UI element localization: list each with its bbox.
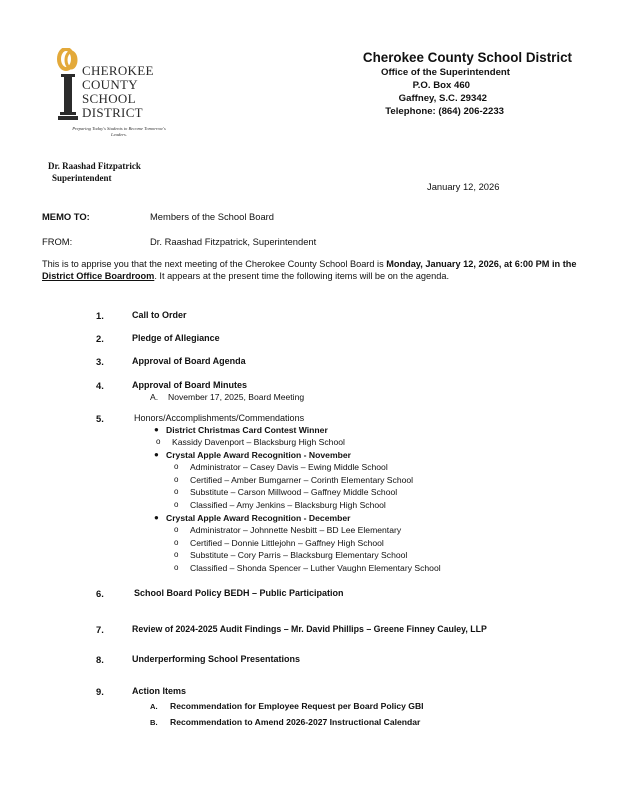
superintendent-name: Dr. Raashad Fitzpatrick — [48, 161, 141, 171]
item-7-number: 7. — [96, 624, 104, 635]
intro-text-2: . It appears at the present time the following items will be on the agenda. — [154, 270, 449, 281]
circle-bullet-icon: o — [174, 475, 179, 484]
bullet-icon: ● — [154, 450, 159, 459]
group-3-item-3: Substitute – Cory Parris – Blacksburg Elementary School — [190, 550, 408, 560]
circle-bullet-icon: o — [174, 550, 179, 559]
intro-text-1: This is to apprise you that the next meeting of the Cherokee County School Board is — [42, 259, 387, 269]
item-4-sub-text: November 17, 2025, Board Meeting — [168, 392, 305, 402]
logo-text-line4: DISTRICT — [82, 105, 143, 120]
circle-bullet-icon: o — [174, 525, 179, 534]
item-7-title: Review of 2024-2025 Audit Findings – Mr. David Phillips – Greene Finney Cauley, LLP — [132, 624, 487, 634]
circle-bullet-icon: o — [174, 563, 179, 572]
item-8-number: 8. — [96, 654, 104, 665]
item-9-a-label: A. — [150, 702, 158, 711]
item-9-b-text: Recommendation to Amend 2026-2027 Instructional Calendar — [170, 717, 421, 727]
item-1-title: Call to Order — [132, 310, 187, 320]
item-3-number: 3. — [96, 356, 104, 367]
item-9-b-label: B. — [150, 718, 158, 727]
superintendent-role: Superintendent — [52, 173, 112, 183]
memo-to-value: Members of the School Board — [150, 211, 275, 222]
group-2-item-3: Substitute – Carson Millwood – Gaffney Middle School — [190, 487, 398, 497]
circle-bullet-icon: o — [174, 538, 179, 547]
circle-bullet-icon: o — [156, 437, 161, 446]
memo-to-label: MEMO TO: — [42, 211, 90, 222]
item-2-title: Pledge of Allegiance — [132, 333, 220, 343]
torch-logo-icon — [52, 48, 84, 126]
logo-text-line1: CHEROKEE — [82, 63, 154, 78]
city-line: Gaffney, S.C. 29342 — [398, 93, 487, 104]
item-9-a-text: Recommendation for Employee Request per Board Policy GBI — [170, 701, 424, 711]
group-2-title: Crystal Apple Award Recognition - November — [166, 450, 351, 460]
item-4-sub-label: A. — [150, 392, 159, 402]
item-2-number: 2. — [96, 333, 104, 344]
logo-text-line3: SCHOOL — [82, 91, 136, 106]
item-6-number: 6. — [96, 588, 104, 599]
item-4-title: Approval of Board Minutes — [132, 380, 248, 390]
district-logo — [52, 48, 172, 146]
bullet-icon: ● — [154, 513, 159, 522]
group-1-item-1: Kassidy Davenport – Blacksburg High School — [172, 437, 345, 447]
logo-text-line2: COUNTY — [82, 77, 138, 92]
circle-bullet-icon: o — [174, 462, 179, 471]
circle-bullet-icon: o — [174, 500, 179, 509]
item-3-title: Approval of Board Agenda — [132, 356, 246, 366]
memo-date: January 12, 2026 — [427, 181, 500, 192]
item-9-title: Action Items — [132, 686, 187, 696]
item-9-number: 9. — [96, 686, 104, 697]
memo-from-label: FROM: — [42, 236, 73, 247]
group-1-title: District Christmas Card Contest Winner — [166, 425, 328, 435]
logo-tagline: Preparing Today's Students to Become Tomorrow's Leaders. — [72, 126, 166, 137]
group-2-item-1: Administrator – Casey Davis – Ewing Middle School — [190, 462, 388, 472]
group-2-item-4: Classified – Amy Jenkins – Blacksburg High School — [190, 500, 386, 510]
group-3-item-4: Classified – Shonda Spencer – Luther Vaughn Elementary School — [190, 563, 441, 573]
circle-bullet-icon: o — [174, 487, 179, 496]
item-4-number: 4. — [96, 380, 104, 391]
bullet-icon: ● — [154, 425, 159, 434]
office-line: Office of the Superintendent — [381, 67, 510, 78]
item-5-number: 5. — [96, 413, 104, 424]
group-3-item-2: Certified – Donnie Littlejohn – Gaffney High School — [190, 538, 384, 548]
district-title: Cherokee County School District — [362, 50, 572, 65]
telephone-line: Telephone: (864) 206-2233 — [385, 106, 504, 117]
item-8-title: Underperforming School Presentations — [132, 654, 301, 664]
item-5-title: Honors/Accomplishments/Commendations — [134, 413, 305, 423]
memo-from-value: Dr. Raashad Fitzpatrick, Superintendent — [150, 236, 317, 247]
group-3-item-1: Administrator – Johnnette Nesbitt – BD Lee Elementary — [190, 525, 402, 535]
po-box-line: P.O. Box 460 — [412, 80, 470, 91]
item-1-number: 1. — [96, 310, 104, 321]
item-6-title: School Board Policy BEDH – Public Participation — [134, 588, 344, 598]
intro-location: District Office Boardroom — [42, 270, 155, 281]
intro-bold: Monday, January 12, 2026, at 6:00 PM in the — [386, 259, 577, 269]
group-3-title: Crystal Apple Award Recognition - December — [166, 513, 351, 523]
group-2-item-2: Certified – Amber Bumgarner – Corinth Elementary School — [190, 475, 414, 485]
intro-paragraph — [42, 259, 578, 282]
